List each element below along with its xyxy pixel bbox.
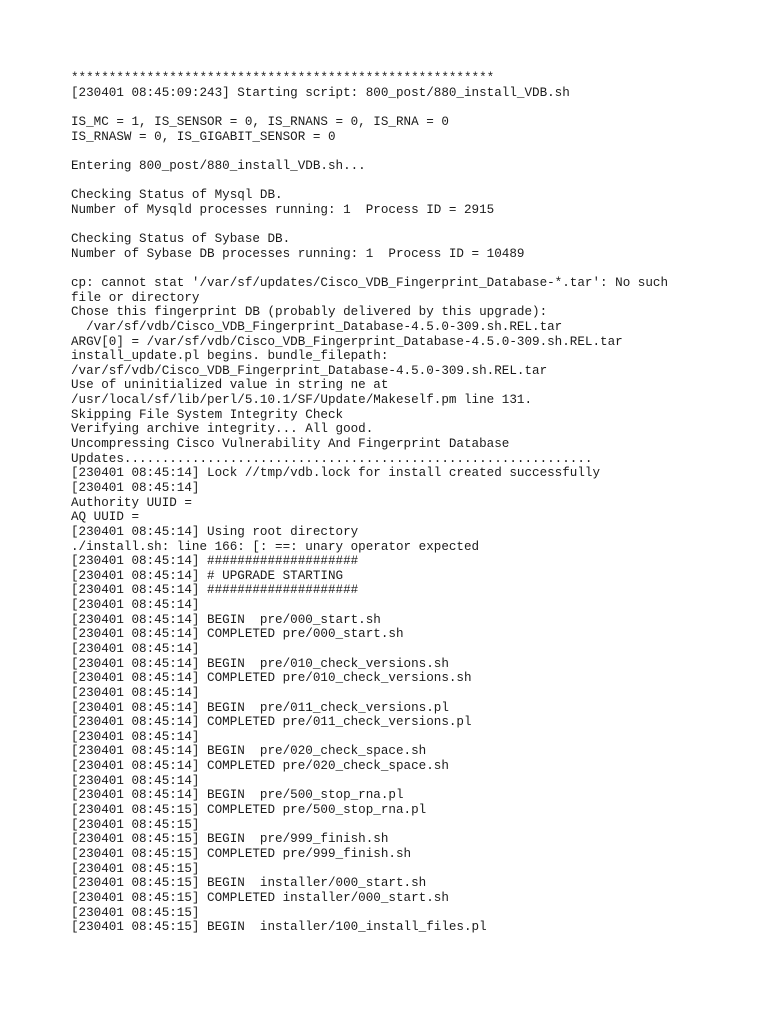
log-document — [71, 71, 751, 935]
log-line: /var/sf/vdb/Cisco_VDB_Fingerprint_Database-4.5.0-309.sh.REL.tar — [71, 363, 548, 378]
log-line: install_update.pl begins. bundle_filepath: — [71, 349, 389, 364]
log-line — [71, 261, 751, 276]
log-line: [230401 08:45:15] BEGIN installer/100_install_files.pl — [71, 920, 487, 935]
log-line: [230401 08:45:14] COMPLETED pre/020_check_space.sh — [71, 759, 449, 774]
log-line: Uncompressing Cisco Vulnerability And Fingerprint Database — [71, 437, 510, 452]
log-line — [71, 100, 751, 115]
log-line: Checking Status of Mysql DB. — [71, 188, 283, 203]
log-line: [230401 08:45:14] BEGIN pre/011_check_versions.pl — [71, 700, 449, 715]
log-line: [230401 08:45:14] COMPLETED pre/010_check_versions.sh — [71, 671, 472, 686]
log-line — [71, 144, 751, 159]
log-line: [230401 08:45:15] COMPLETED installer/000_start.sh — [71, 890, 449, 905]
log-line: /var/sf/vdb/Cisco_VDB_Fingerprint_Database-4.5.0-309.sh.REL.tar — [71, 319, 563, 334]
log-line — [71, 217, 751, 232]
log-line: Skipping File System Integrity Check — [71, 407, 344, 422]
log-line: ARGV[0] = /var/sf/vdb/Cisco_VDB_Fingerprint_Database-4.5.0-309.sh.REL.tar — [71, 334, 623, 349]
log-line: [230401 08:45:15] BEGIN installer/000_start.sh — [71, 876, 427, 891]
log-line: [230401 08:45:14] Using root directory — [71, 524, 359, 539]
log-line: file or directory — [71, 290, 200, 305]
log-line: Entering 800_post/880_install_VDB.sh... — [71, 158, 366, 173]
log-line: [230401 08:45:14] Lock //tmp/vdb.lock for install created successfully — [71, 466, 601, 481]
log-line: IS_RNASW = 0, IS_GIGABIT_SENSOR = 0 — [71, 129, 336, 144]
log-line: ******************************************************** — [71, 71, 495, 85]
log-line: [230401 08:45:14] #################### — [71, 554, 359, 569]
log-line: [230401 08:45:15] — [71, 861, 200, 876]
log-line: [230401 08:45:14] — [71, 480, 200, 495]
log-line: Authority UUID = — [71, 495, 192, 510]
log-line: cp: cannot stat '/var/sf/updates/Cisco_VDB_Fingerprint_Database-*.tar': No such — [71, 275, 669, 290]
log-line: Use of uninitialized value in string ne at — [71, 378, 389, 393]
log-line: [230401 08:45:14] #################### — [71, 583, 359, 598]
log-line: [230401 08:45:14] — [71, 729, 200, 744]
log-line: [230401 08:45:14] BEGIN pre/010_check_versions.sh — [71, 656, 449, 671]
log-line: Checking Status of Sybase DB. — [71, 232, 291, 247]
log-line: [230401 08:45:14] COMPLETED pre/000_start.sh — [71, 627, 404, 642]
log-line: Number of Mysqld processes running: 1 Process ID = 2915 — [71, 202, 495, 217]
log-line: Number of Sybase DB processes running: 1 Process ID = 10489 — [71, 246, 525, 261]
log-line: IS_MC = 1, IS_SENSOR = 0, IS_RNANS = 0, IS_RNA = 0 — [71, 114, 449, 129]
log-line: ./install.sh: line 166: [: ==: unary operator expected — [71, 539, 480, 554]
log-line: [230401 08:45:14] BEGIN pre/500_stop_rna.pl — [71, 788, 404, 803]
log-line: AQ UUID = — [71, 510, 140, 525]
log-line: [230401 08:45:14] — [71, 773, 200, 788]
log-line: [230401 08:45:15] COMPLETED pre/500_stop_rna.pl — [71, 803, 427, 818]
log-line: Chose this fingerprint DB (probably delivered by this upgrade): — [71, 305, 548, 320]
log-line: Updates.............................................................. — [71, 451, 593, 466]
log-line: [230401 08:45:14] BEGIN pre/020_check_space.sh — [71, 744, 427, 759]
log-line: /usr/local/sf/lib/perl/5.10.1/SF/Update/Makeself.pm line 131. — [71, 393, 533, 408]
log-line: [230401 08:45:14] COMPLETED pre/011_check_versions.pl — [71, 715, 472, 730]
log-line — [71, 173, 751, 188]
log-line: [230401 08:45:14] — [71, 685, 200, 700]
log-line: [230401 08:45:15] BEGIN pre/999_finish.sh — [71, 832, 389, 847]
log-line: [230401 08:45:15] — [71, 905, 200, 920]
log-line: [230401 08:45:14] — [71, 641, 200, 656]
log-line: Verifying archive integrity... All good. — [71, 422, 374, 437]
log-line: [230401 08:45:14] # UPGRADE STARTING — [71, 568, 344, 583]
log-line: [230401 08:45:09:243] Starting script: 800_post/880_install_VDB.sh — [71, 85, 570, 100]
log-line: [230401 08:45:14] — [71, 598, 200, 613]
log-line: [230401 08:45:15] COMPLETED pre/999_finish.sh — [71, 846, 412, 861]
log-line: [230401 08:45:14] BEGIN pre/000_start.sh — [71, 612, 381, 627]
log-line: [230401 08:45:15] — [71, 817, 200, 832]
